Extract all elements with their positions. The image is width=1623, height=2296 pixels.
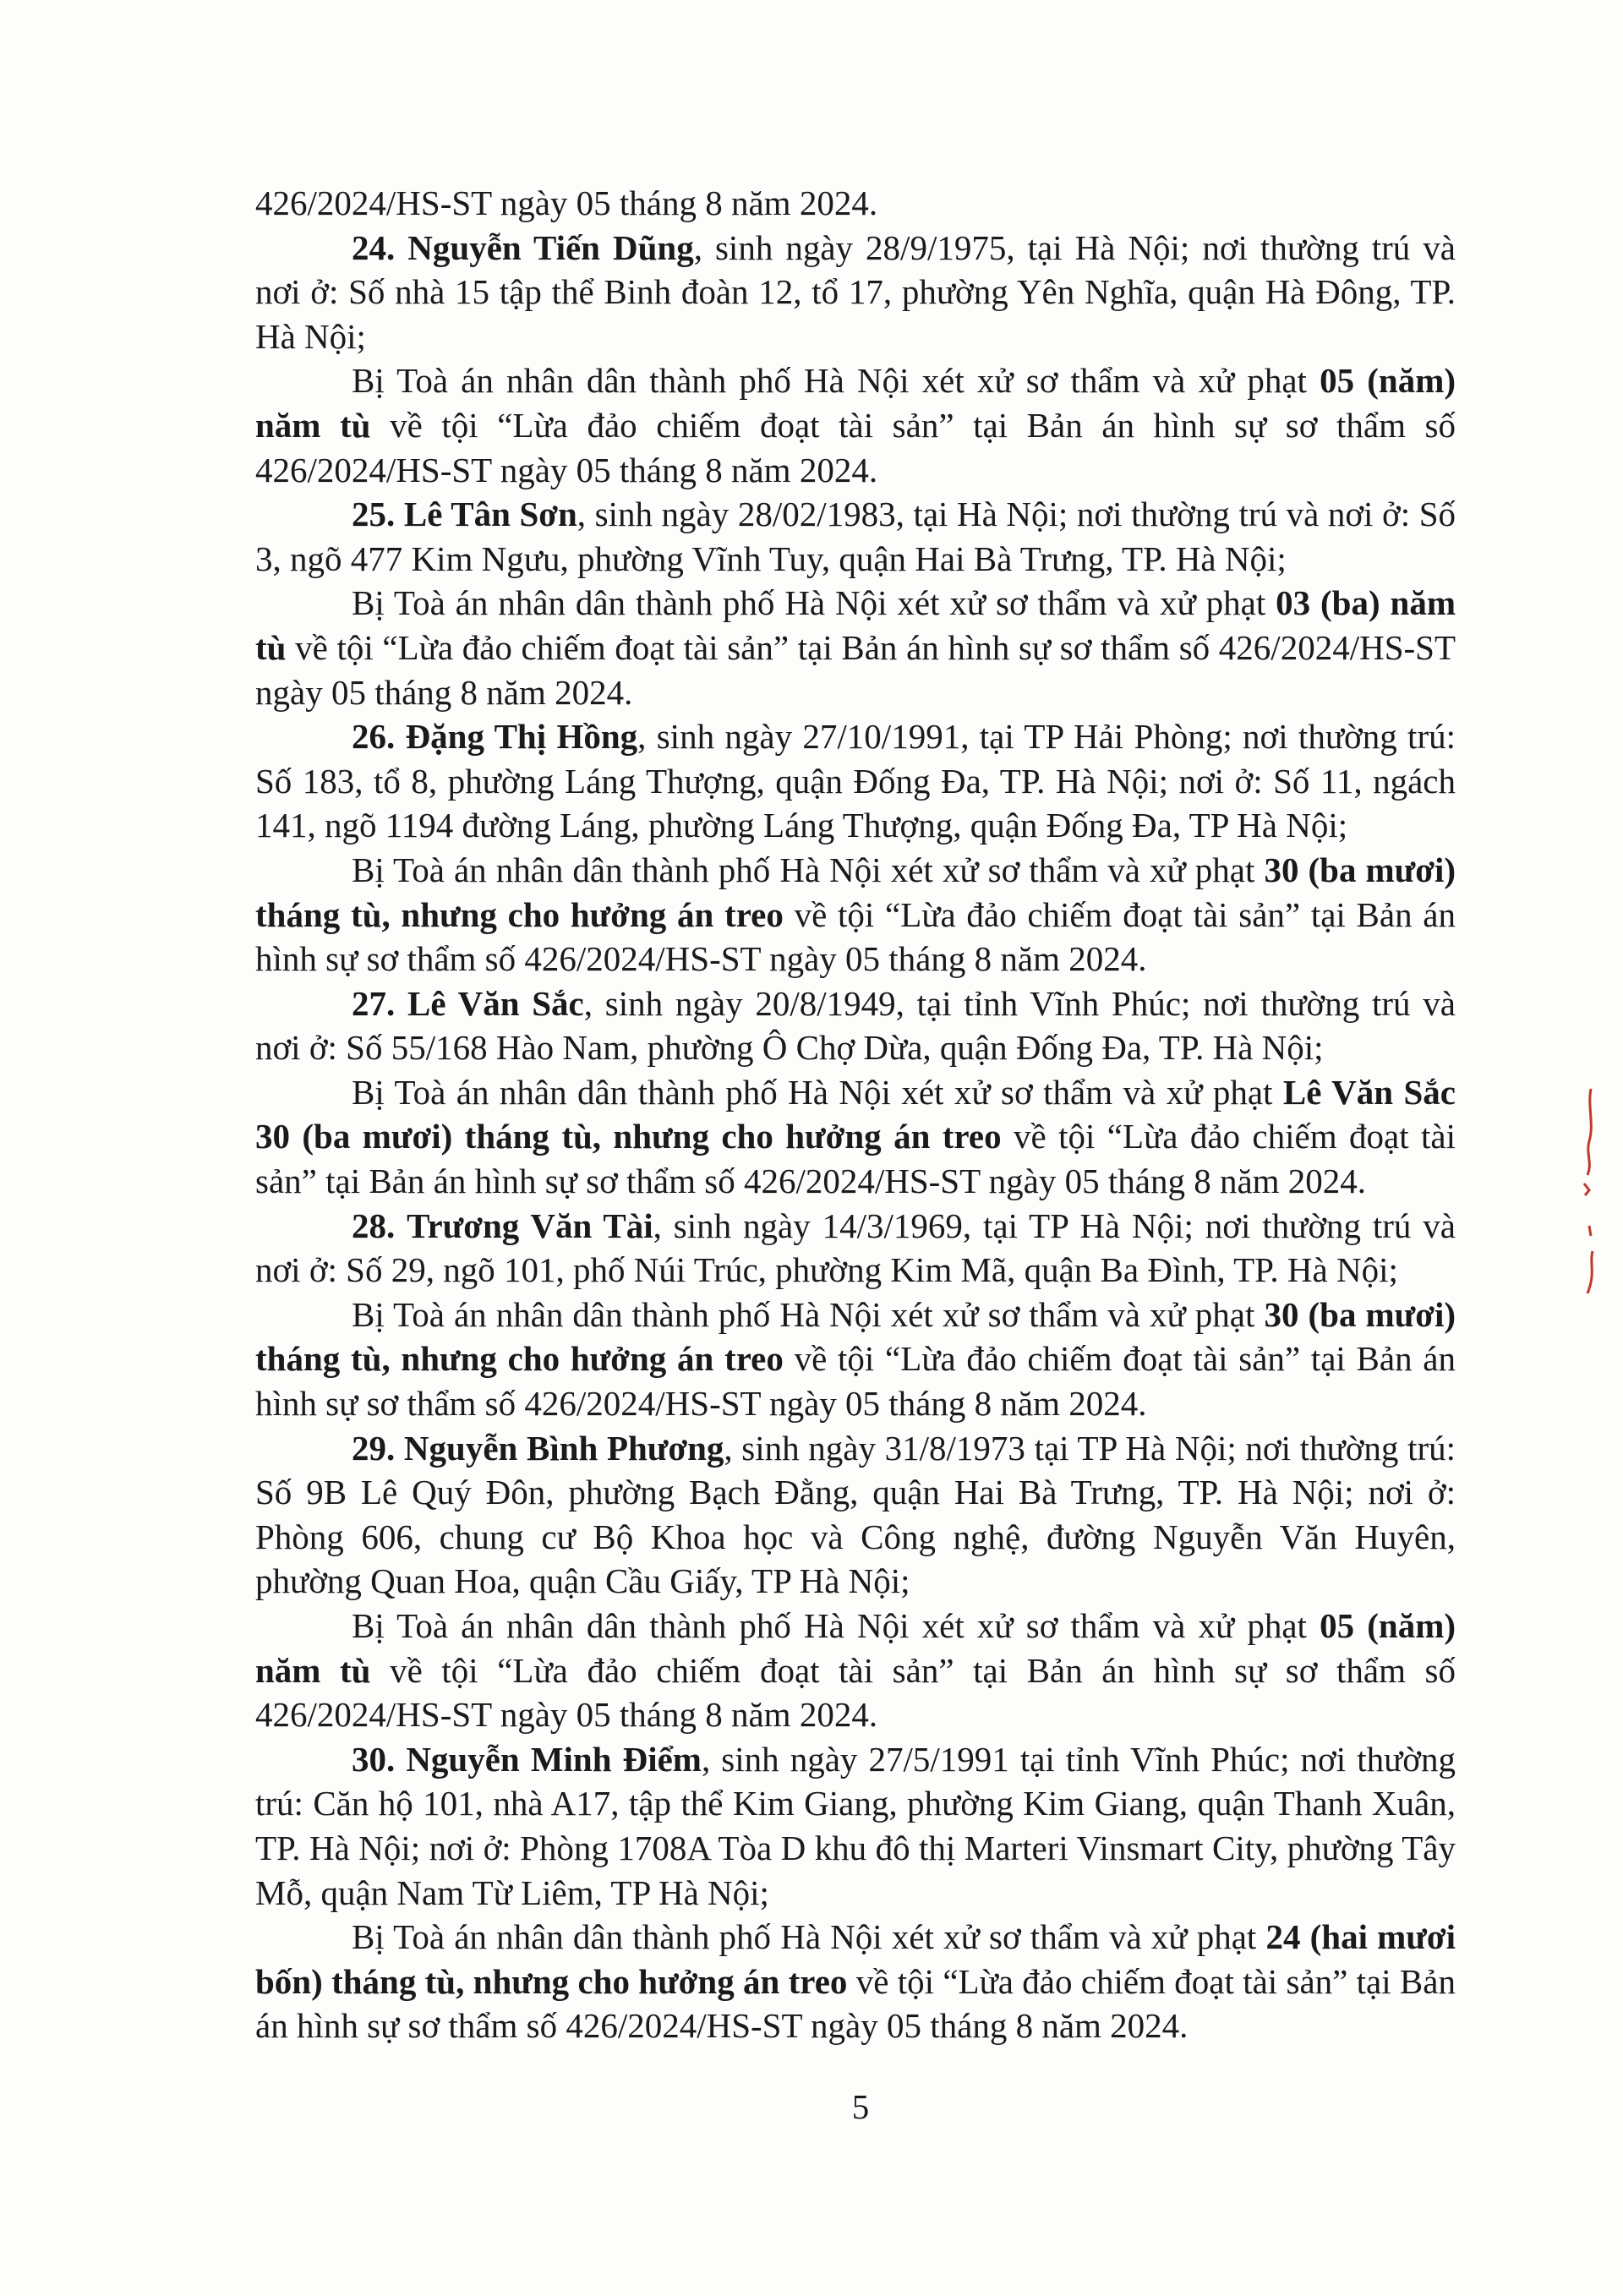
defendant-number: 28. (352, 1205, 396, 1245)
verdict-26 (255, 848, 1456, 981)
verdict-28 (255, 1293, 1456, 1426)
defendant-number: 26. (352, 717, 396, 757)
defendant-details: , sinh ngày 28/02/1983, tại Hà Nội; nơi thường trú và nơi ở: Số 3, ngõ 477 Kim Ngưu, phường Vĩnh Tuy, quận Hai Bà Trưng, TP. Hà Nội; (255, 495, 1456, 578)
defendant-details: , sinh ngày 27/10/1991, tại TP Hải Phòng; nơi thường trú: Số 183, tổ 8, phường Láng Thượng, quận Đống Đa, TP. Hà Nội; nơi ở: Số 11, ngách 141, ngõ 1194 đường Láng, phường Láng Thượng, quận Đống Đa, TP Hà Nội; (255, 717, 1456, 845)
defendant-number: 29. (352, 1428, 396, 1468)
defendant-name: Trương Văn Tài (407, 1205, 653, 1245)
verdict-charge: về tội “Lừa đảo chiếm đoạt tài sản” tại Bản án hình sự sơ thẩm số 426/2024/HS-ST ngày 05 tháng 8 năm 2024. (255, 894, 1456, 979)
verdict-intro: Bị Toà án nhân dân thành phố Hà Nội xét xử sơ thẩm và xử phạt (352, 850, 1265, 889)
defendant-number: 30. (352, 1739, 396, 1779)
sentence: 05 (năm) năm tù (255, 1606, 1456, 1690)
continuation-text: 426/2024/HS-ST ngày 05 tháng 8 năm 2024. (255, 183, 878, 222)
verdict-30 (255, 1915, 1456, 2048)
defendant-name: Nguyễn Bình Phương (403, 1428, 724, 1468)
verdict-charge: về tội “Lừa đảo chiếm đoạt tài sản” tại Bản án hình sự sơ thẩm số 426/2024/HS-ST ngày 05 tháng 8 năm 2024. (255, 1961, 1456, 2046)
sentence: 24 (hai mươi bốn) tháng tù, nhưng cho hưởng án treo (255, 1917, 1456, 2001)
verdict-charge: về tội “Lừa đảo chiếm đoạt tài sản” tại Bản án hình sự sơ thẩm số 426/2024/HS-ST ngày 05 tháng 8 năm 2024. (255, 1650, 1456, 1735)
defendant-details: , sinh ngày 31/8/1973 tại TP Hà Nội; nơi thường trú: Số 9B Lê Quý Đôn, phường Bạch Đằng, quận Hai Bà Trưng, TP. Hà Nội; nơi ở: Phòng 606, chung cư Bộ Khoa học và Công nghệ, đường Nguyễn Văn Huyên, phường Quan Hoa, quận Cầu Giấy, TP Hà Nội; (255, 1428, 1456, 1601)
document-body (255, 181, 1456, 2048)
verdict-charge: về tội “Lừa đảo chiếm đoạt tài sản” tại Bản án hình sự sơ thẩm số 426/2024/HS-ST ngày 05 tháng 8 năm 2024. (255, 1117, 1456, 1201)
verdict-intro: Bị Toà án nhân dân thành phố Hà Nội xét xử sơ thẩm và xử phạt (352, 1072, 1283, 1112)
defendant-name: Lê Tân Sơn (403, 495, 577, 534)
page-number: 5 (851, 2087, 870, 2126)
verdict-29 (255, 1604, 1456, 1737)
verdict-charge: về tội “Lừa đảo chiếm đoạt tài sản” tại Bản án hình sự sơ thẩm số 426/2024/HS-ST ngày 05 tháng 8 năm 2024. (255, 1339, 1456, 1424)
sentence: 30 (ba mươi) tháng tù, nhưng cho hưởng án treo (255, 850, 1456, 934)
defendant-name: Nguyễn Tiến Dũng (407, 227, 694, 267)
defendant-info-24 (255, 226, 1456, 359)
defendant-name: Đặng Thị Hồng (405, 717, 638, 757)
verdict-intro: Bị Toà án nhân dân thành phố Hà Nội xét xử sơ thẩm và xử phạt (352, 361, 1320, 401)
defendant-name: Lê Văn Sắc (407, 983, 584, 1023)
verdict-intro: Bị Toà án nhân dân thành phố Hà Nội xét xử sơ thẩm và xử phạt (352, 1606, 1320, 1645)
defendant-details: , sinh ngày 20/8/1949, tại tỉnh Vĩnh Phúc; nơi thường trú và nơi ở: Số 55/168 Hào Nam, phường Ô Chợ Dừa, quận Đống Đa, TP. Hà Nội; (255, 983, 1456, 1068)
verdict-intro: Bị Toà án nhân dân thành phố Hà Nội xét xử sơ thẩm và xử phạt (352, 583, 1276, 623)
verdict-25 (255, 581, 1456, 714)
defendant-info-27 (255, 981, 1456, 1070)
verdict-27 (255, 1070, 1456, 1204)
continuation-line (255, 181, 1456, 226)
sentence: 30 (ba mươi) tháng tù, nhưng cho hưởng án treo (255, 1294, 1456, 1379)
defendant-details: , sinh ngày 28/9/1975, tại Hà Nội; nơi thường trú và nơi ở: Số nhà 15 tập thể Binh đoàn 12, tổ 17, phường Yên Nghĩa, quận Hà Đông, TP. Hà Nội; (255, 227, 1456, 356)
verdict-intro: Bị Toà án nhân dân thành phố Hà Nội xét xử sơ thẩm và xử phạt (352, 1917, 1266, 1957)
defendant-info-26 (255, 714, 1456, 848)
defendant-info-30 (255, 1737, 1456, 1915)
defendant-info-29 (255, 1426, 1456, 1604)
verdict-charge: về tội “Lừa đảo chiếm đoạt tài sản” tại Bản án hình sự sơ thẩm số 426/2024/HS-ST ngày 05 tháng 8 năm 2024. (255, 405, 1456, 489)
defendant-number: 24. (352, 227, 396, 267)
defendant-number: 25. (352, 495, 396, 534)
defendant-number: 27. (352, 983, 396, 1023)
defendant-name: Nguyễn Minh Điểm (406, 1739, 702, 1779)
defendant-info-28 (255, 1204, 1456, 1293)
sentence: Lê Văn Sắc 30 (ba mươi) tháng tù, nhưng cho hưởng án treo (255, 1072, 1456, 1156)
verdict-charge: về tội “Lừa đảo chiếm đoạt tài sản” tại Bản án hình sự sơ thẩm số 426/2024/HS-ST ngày 05 tháng 8 năm 2024. (255, 627, 1456, 712)
verdict-intro: Bị Toà án nhân dân thành phố Hà Nội xét xử sơ thẩm và xử phạt (352, 1294, 1265, 1334)
sentence: 03 (ba) năm tù (255, 583, 1456, 667)
defendant-info-25 (255, 492, 1456, 581)
defendant-details: , sinh ngày 14/3/1969, tại TP Hà Nội; nơi thường trú và nơi ở: Số 29, ngõ 101, phố Núi Trúc, phường Kim Mã, quận Ba Đình, TP. Hà Nội; (255, 1205, 1456, 1290)
seal-edge-mark (1572, 1082, 1606, 1302)
verdict-24 (255, 358, 1456, 492)
defendant-details: , sinh ngày 27/5/1991 tại tỉnh Vĩnh Phúc; nơi thường trú: Căn hộ 101, nhà A17, tập thể Kim Giang, phường Kim Giang, quận Thanh Xuân, TP. Hà Nội; nơi ở: Phòng 1708A Tòa D khu đô thị Marteri Vinsmart City, phường Tây Mỗ, quận Nam Từ Liêm, TP Hà Nội; (255, 1739, 1456, 1912)
sentence: 05 (năm) năm tù (255, 361, 1456, 445)
